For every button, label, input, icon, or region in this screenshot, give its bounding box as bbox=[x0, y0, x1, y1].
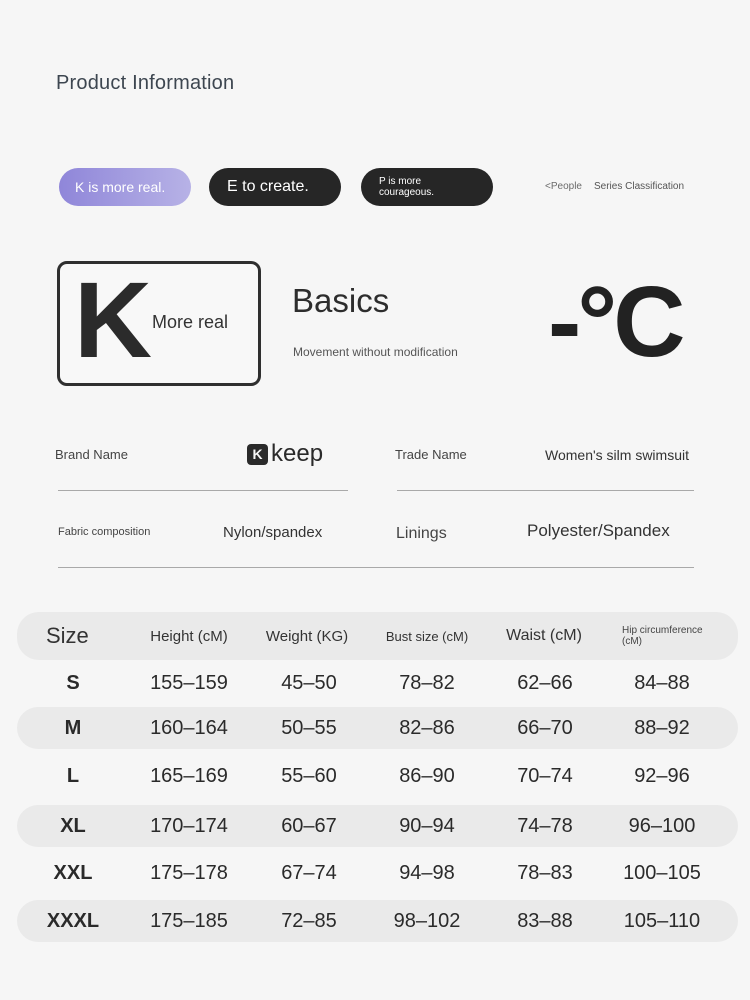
table-row bbox=[17, 852, 738, 894]
measurement-cell: 82–86 bbox=[399, 716, 455, 739]
header-weight: Weight (KG) bbox=[265, 627, 349, 645]
size-cell: XL bbox=[60, 814, 86, 837]
header-hip-line1: Hip circumference bbox=[622, 625, 703, 636]
page-title: Product Information bbox=[56, 72, 235, 94]
measurement-cell: 94–98 bbox=[399, 861, 455, 884]
trade-name-label: Trade Name bbox=[395, 447, 467, 462]
trade-name-value: Women's silm swimsuit bbox=[545, 447, 689, 463]
measurement-cell: 175–178 bbox=[150, 861, 228, 884]
measurement-cell: 45–50 bbox=[281, 671, 337, 694]
measurement-cell: 83–88 bbox=[517, 909, 573, 932]
tag-p-courageous bbox=[361, 168, 493, 206]
tag-k-label: K is more real. bbox=[75, 179, 166, 195]
keep-logo-word: keep bbox=[271, 440, 324, 467]
chevron-left-icon: < bbox=[545, 181, 551, 192]
size-table-header bbox=[17, 612, 738, 660]
measurement-cell: 78–83 bbox=[517, 861, 573, 884]
measurement-cell: 67–74 bbox=[281, 861, 337, 884]
linings-value: Polyester/Spandex bbox=[527, 521, 670, 540]
header-waist: Waist (cM) bbox=[506, 627, 582, 644]
tag-p-line1: P is more bbox=[379, 176, 422, 187]
measurement-cell: 155–159 bbox=[150, 671, 228, 694]
degree-celsius-graphic: -°C bbox=[548, 266, 682, 378]
table-row bbox=[17, 900, 738, 942]
fabric-value: Nylon/spandex bbox=[223, 524, 323, 541]
k-logo-letter: K bbox=[74, 259, 152, 380]
series-people bbox=[545, 181, 582, 192]
brand-name-label: Brand Name bbox=[55, 447, 128, 462]
measurement-cell: 100–105 bbox=[623, 861, 701, 884]
measurement-cell: 105–110 bbox=[623, 909, 701, 932]
measurement-cell: 86–90 bbox=[399, 764, 455, 787]
basics-subtitle: Movement without modification bbox=[293, 345, 458, 359]
series-people-label: People bbox=[550, 181, 582, 192]
measurement-cell: 165–169 bbox=[150, 764, 228, 787]
table-row bbox=[17, 805, 738, 847]
table-row bbox=[17, 707, 738, 749]
measurement-cell: 84–88 bbox=[634, 671, 690, 694]
measurement-cell: 78–82 bbox=[399, 671, 455, 694]
divider bbox=[58, 567, 694, 568]
measurement-cell: 74–78 bbox=[517, 814, 573, 837]
measurement-cell: 170–174 bbox=[150, 814, 228, 837]
measurement-cell: 90–94 bbox=[399, 814, 455, 837]
size-cell: XXXL bbox=[46, 909, 100, 932]
measurement-cell: 92–96 bbox=[634, 764, 690, 787]
tag-p-line2: courageous. bbox=[379, 187, 435, 198]
header-hip bbox=[622, 625, 703, 647]
keep-logo-icon: K bbox=[247, 444, 268, 465]
size-cell: XXL bbox=[53, 861, 93, 884]
k-logo-text: More real bbox=[152, 312, 229, 332]
header-hip-line2: (cM) bbox=[622, 636, 642, 647]
tag-e-label: E to create. bbox=[227, 178, 309, 195]
measurement-cell: 55–60 bbox=[281, 764, 337, 787]
keep-logo bbox=[247, 442, 323, 466]
measurement-cell: 72–85 bbox=[281, 909, 337, 932]
series-classification: Series Classification bbox=[594, 181, 685, 192]
divider bbox=[397, 490, 694, 491]
size-cell: S bbox=[66, 671, 80, 694]
tag-e-to-create bbox=[209, 168, 341, 206]
tag-k-more-real bbox=[59, 168, 191, 206]
measurement-cell: 88–92 bbox=[634, 716, 690, 739]
measurement-cell: 70–74 bbox=[517, 764, 573, 787]
measurement-cell: 98–102 bbox=[393, 909, 461, 932]
header-bust: Bust size (cM) bbox=[385, 628, 469, 644]
table-row bbox=[17, 662, 738, 704]
size-cell: M bbox=[64, 716, 82, 739]
size-cell: L bbox=[66, 764, 80, 787]
header-size: Size bbox=[46, 623, 89, 648]
measurement-cell: 50–55 bbox=[281, 716, 337, 739]
basics-heading: Basics bbox=[292, 282, 390, 319]
table-row bbox=[17, 755, 738, 797]
measurement-cell: 66–70 bbox=[517, 716, 573, 739]
header-height: Height (cM) bbox=[150, 627, 228, 645]
measurement-cell: 160–164 bbox=[150, 716, 228, 739]
measurement-cell: 175–185 bbox=[150, 909, 228, 932]
fabric-label: Fabric composition bbox=[58, 526, 151, 538]
linings-label: Linings bbox=[396, 525, 447, 542]
measurement-cell: 60–67 bbox=[281, 814, 337, 837]
measurement-cell: 62–66 bbox=[517, 671, 573, 694]
measurement-cell: 96–100 bbox=[628, 814, 696, 837]
divider bbox=[58, 490, 348, 491]
